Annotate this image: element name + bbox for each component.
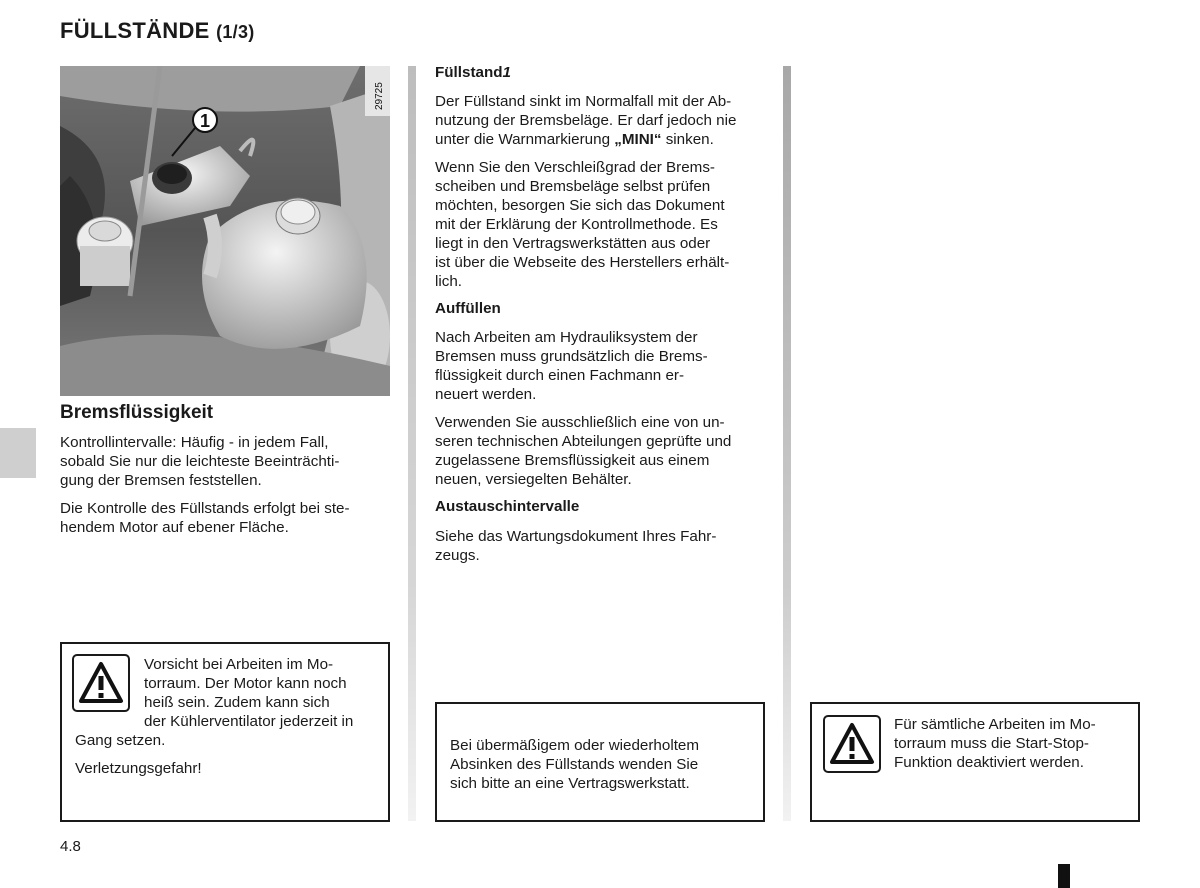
text-line: mit der Erklärung der Kontrollmethode. Es — [435, 216, 718, 233]
text-line — [435, 130, 766, 149]
subheading-callout-number: 1 — [502, 64, 511, 81]
text-line: Für sämtliche Arbeiten im Mo- — [894, 716, 1096, 733]
warning-icon-frame — [72, 654, 130, 712]
text-line: torraum. Der Motor kann noch — [144, 675, 347, 692]
approved-fluid-paragraph — [435, 413, 766, 489]
text-line: neuen, versiegelten Behälter. — [435, 471, 632, 488]
column-divider-left — [408, 66, 416, 821]
text-line: sich bitte an eine Vertragswerkstatt. — [450, 775, 690, 792]
figure-image-code: 29725 — [374, 82, 385, 110]
text-line: gung der Bremsen feststellen. — [60, 472, 262, 489]
warning-text-wrapped — [144, 655, 376, 731]
engine-bay-photo — [60, 66, 390, 396]
text-line: sobald Sie nur die leichteste Beeinträchti- — [60, 453, 340, 470]
column-divider-right — [783, 66, 791, 821]
page-number: 4.8 — [60, 838, 81, 855]
text-line: torraum muss die Start-Stop- — [894, 735, 1089, 752]
text-line: Wenn Sie den Verschleißgrad der Brems- — [435, 159, 715, 176]
figure-callout-1: 1 — [199, 111, 211, 131]
text-line: ist über die Webseite des Herstellers erhält- — [435, 254, 730, 271]
text-line: Absinken des Füllstands wenden Sie — [450, 756, 699, 773]
fill-level-note-box — [435, 702, 765, 822]
mini-marking-label: „MINI“ — [614, 131, 662, 148]
text-line: heiß sein. Zudem kann sich — [144, 694, 330, 711]
text-span: unter die Warnmarkierung — [435, 131, 615, 148]
text-line: neuert werden. — [435, 386, 537, 403]
refill-paragraph — [435, 328, 766, 404]
page-edge-marker — [1058, 864, 1070, 888]
engine-hot-warning-box — [60, 642, 390, 822]
warning-triangle-icon — [78, 660, 124, 706]
inspection-interval-paragraph — [60, 433, 390, 490]
text-line: scheiben und Bremsbeläge selbst prüfen — [435, 178, 711, 195]
start-stop-warning-box — [810, 702, 1140, 822]
text-line: Kontrollintervalle: Häufig - in jedem Fall, — [60, 434, 329, 451]
subheading-fill-level — [435, 64, 766, 81]
page-title-part: (1/3) — [216, 22, 255, 42]
wear-check-paragraph — [435, 158, 766, 291]
note-text — [450, 736, 752, 793]
warning-icon-frame — [823, 715, 881, 773]
text-line: Nach Arbeiten am Hydrauliksystem der — [435, 329, 698, 346]
subheading-refill: Auffüllen — [435, 300, 501, 317]
text-line: Verwenden Sie ausschließlich eine von un- — [435, 414, 725, 431]
engine-bay-illustration — [60, 66, 390, 396]
text-line: Der Füllstand sinkt im Normalfall mit der Ab- — [435, 93, 732, 110]
inspection-condition-paragraph — [60, 499, 390, 537]
text-line: nutzung der Bremsbeläge. Er darf jedoch nie — [435, 112, 737, 129]
fill-level-paragraph — [435, 92, 766, 149]
text-line: flüssigkeit durch einen Fachmann er- — [435, 367, 685, 384]
page-title — [60, 18, 255, 44]
text-line: möchten, besorgen Sie sich das Dokument — [435, 197, 725, 214]
text-span: sinken. — [661, 131, 714, 148]
replacement-interval-paragraph — [435, 527, 766, 565]
section-heading-brake-fluid: Bremsflüssigkeit — [60, 402, 214, 423]
text-line: Funktion deaktiviert werden. — [894, 754, 1084, 771]
text-line: liegt in den Vertragswerkstätten aus oder — [435, 235, 711, 252]
text-line: Die Kontrolle des Füllstands erfolgt bei ste- — [60, 500, 350, 517]
text-line: Vorsicht bei Arbeiten im Mo- — [144, 656, 334, 673]
text-line: lich. — [435, 273, 463, 290]
text-line: zeugs. — [435, 547, 480, 564]
text-line: zugelassene Bremsflüssigkeit aus einem — [435, 452, 710, 469]
text-line: Bei übermäßigem oder wiederholtem — [450, 737, 700, 754]
text-line: der Kühlerventilator jederzeit in — [144, 713, 354, 730]
text-line: Bremsen muss grundsätzlich die Brems- — [435, 348, 708, 365]
warning-triangle-icon — [829, 721, 875, 767]
page-title-text: FÜLLSTÄNDE — [60, 18, 210, 43]
subheading-replacement-interval: Austauschintervalle — [435, 498, 580, 515]
warning-danger-text: Verletzungsgefahr! — [75, 760, 202, 777]
warning-text — [894, 715, 1126, 772]
chapter-tab — [0, 428, 36, 478]
text-line: seren technischen Abteilungen geprüfte und — [435, 433, 732, 450]
warning-text-tail: Gang setzen. — [75, 732, 166, 749]
text-line: hendem Motor auf ebener Fläche. — [60, 519, 289, 536]
text-line: Siehe das Wartungsdokument Ihres Fahr- — [435, 528, 717, 545]
subheading-text: Füllstand — [435, 64, 503, 81]
